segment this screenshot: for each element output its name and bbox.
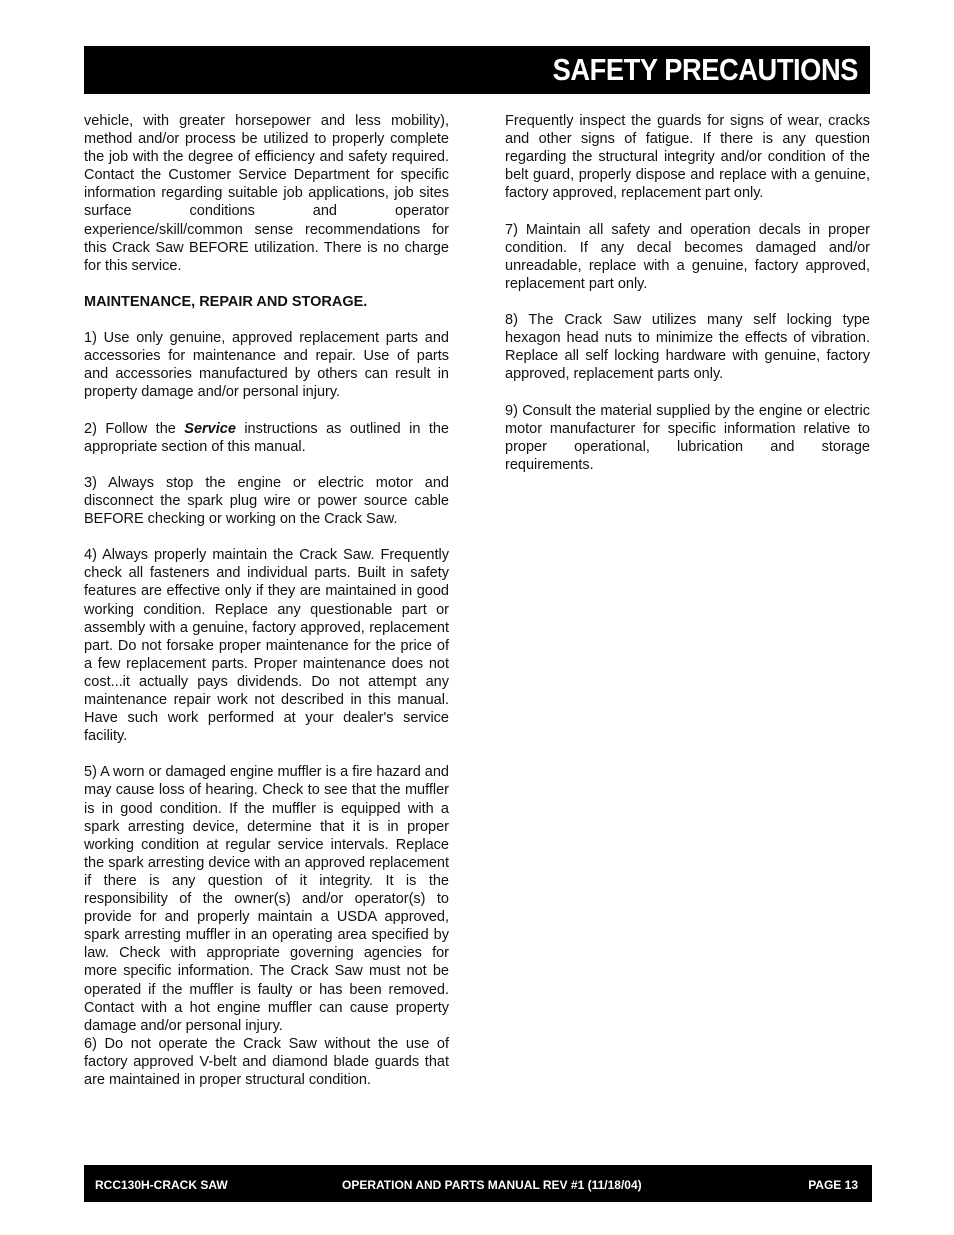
footer-bar [84, 1165, 872, 1202]
left-column [84, 112, 449, 1089]
footer-model: RCC130H-CRACK SAW [95, 1178, 228, 1192]
section-heading: MAINTENANCE, REPAIR AND STORAGE. [84, 293, 368, 310]
item-2-before: 2) Follow the [84, 420, 185, 437]
item-5: 5) A worn or damaged engine muffler is a fire hazard and may cause loss of hearing. Check to see that the muffler is in good condition. If the muffler is equipped with a spark arresting device, determine that it is in proper working condition at regular service intervals. Replace the spark arresting device with an approved replacement if there is any question of it integrity. It is the responsibility of the owner(s) and/or operator(s) to provide for and properly maintain a USDA approved, spark arresting muffler in an operating area specified by law. Check with appropriate governing agencies for more specific information. The Crack Saw must not be operated if the muffler is faulty or has been removed. Contact with a hot engine muffler can cause property damage and/or personal injury. [84, 764, 449, 1034]
footer-page-number: PAGE 13 [808, 1178, 858, 1192]
item-2 [84, 420, 449, 456]
item-6-continued: Frequently inspect the guards for signs of wear, cracks and other signs of fatigue. If there is any question regarding the structural integrity and/or condition of the belt guard, properly dispose and replace with a genuine, factory approved, replacement part only. [505, 113, 870, 202]
item-6: 6) Do not operate the Crack Saw without the use of factory approved V-belt and diamond blade guards that are maintained in proper structural condition. [84, 1035, 449, 1088]
page-title: SAFETY PRECAUTIONS [552, 52, 858, 87]
header-bar [84, 46, 870, 94]
item-2-after: instructions as outlined in the appropriate section of this manual. [84, 420, 449, 455]
footer-manual: OPERATION AND PARTS MANUAL REV #1 (11/18/04) [342, 1178, 642, 1192]
item-9: 9) Consult the material supplied by the engine or electric motor manufacturer for specific information relative to proper operational, lubrication and storage requirements. [505, 402, 870, 473]
intro-paragraph: vehicle, with greater horsepower and less mobility), method and/or process be utilized to properly complete the job with the degree of efficiency and safety required. Contact the Customer Service Department for specific information regarding suitable job applications, job sites surface conditions and operator experience/skill/common sense recommendations for this Crack Saw BEFORE utilization. There is no charge for this service. [84, 113, 449, 274]
item-4: 4) Always properly maintain the Crack Saw. Frequently check all fasteners and individual parts. Built in safety features are effective only if they are maintained in good working condition. Replace any questionable part or assembly with a genuine, factory approved, replacement part. Do not forsake proper maintenance for the price of a few replacement parts. Proper maintenance does not cost...it actually pays dividends. Do not attempt any maintenance repair work not described in this manual. Have such work performed at your dealer's service facility. [84, 547, 449, 745]
item-7: 7) Maintain all safety and operation decals in proper condition. If any decal becomes damaged and/or unreadable, replace with a genuine, factory approved, replacement part only. [505, 221, 870, 292]
right-column [505, 112, 870, 492]
item-1: 1) Use only genuine, approved replacement parts and accessories for maintenance and repair. Use of parts and accessories manufactured by others can result in property damage and/or personal injury. [84, 330, 449, 401]
item-3: 3) Always stop the engine or electric motor and disconnect the spark plug wire or power source cable BEFORE checking or working on the Crack Saw. [84, 474, 449, 528]
item-8: 8) The Crack Saw utilizes many self locking type hexagon head nuts to minimize the effects of vibration. Replace all self locking hardware with genuine, factory approved, replacement parts only. [505, 312, 870, 383]
item-2-emphasis: Service [184, 420, 236, 437]
